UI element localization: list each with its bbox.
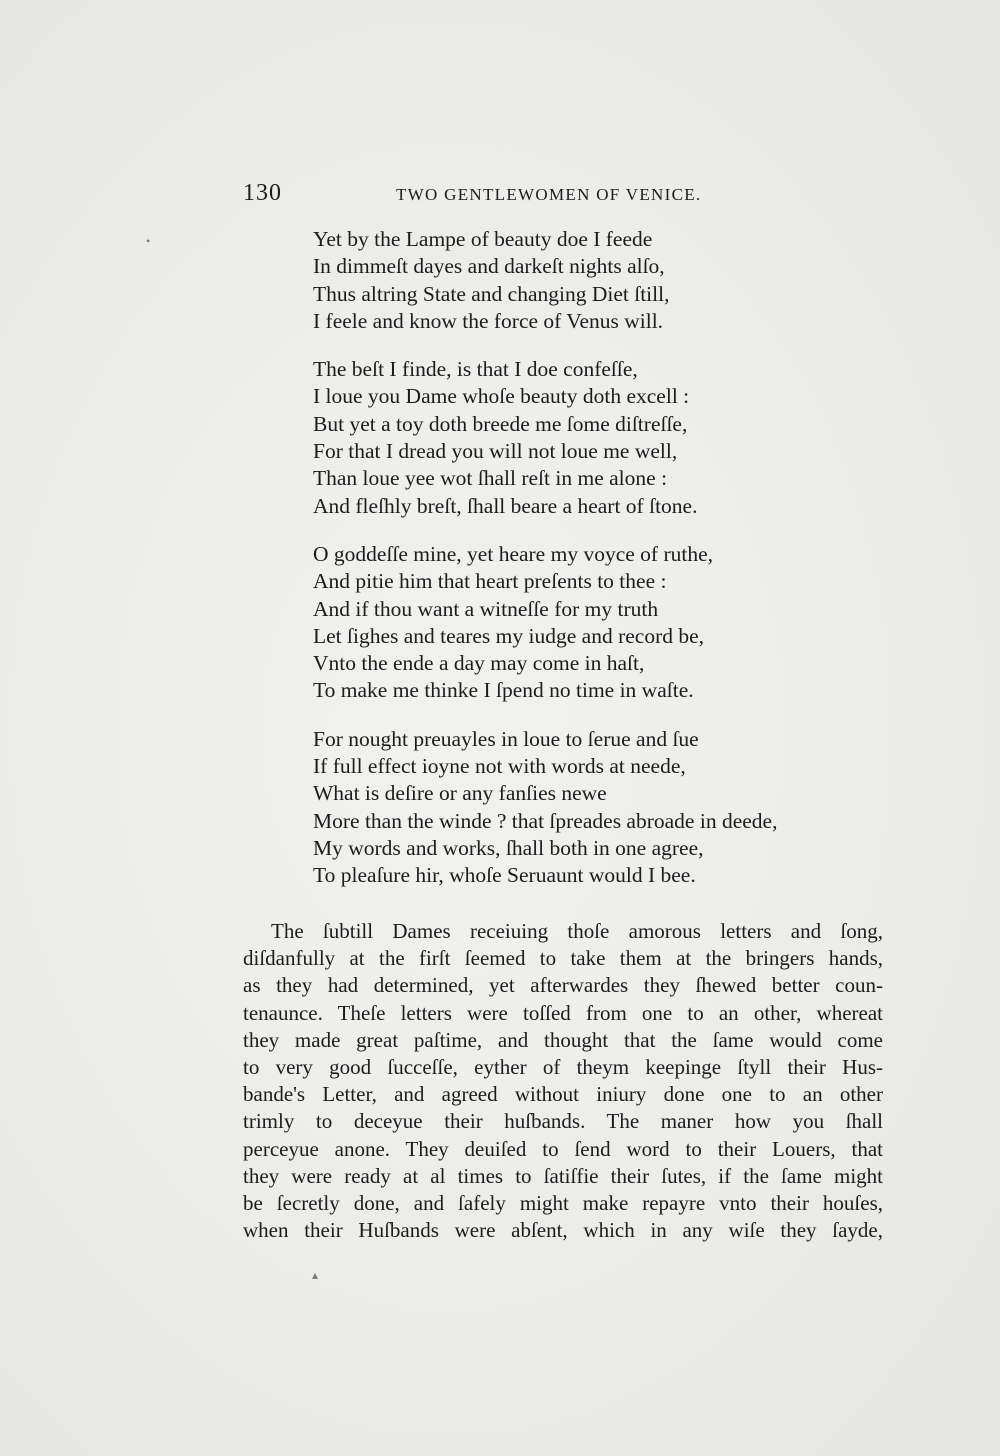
poem-line: Vnto the ende a day may come in haſt, xyxy=(313,651,645,676)
poem-line: To pleaſure hir, whoſe Seruaunt would I bee. xyxy=(313,863,696,888)
prose-line: be ſecretly done, and ſafely might make repayre vnto their houſes, xyxy=(243,1191,883,1216)
speck-mark: ▴ xyxy=(312,1268,319,1282)
poem-line: But yet a toy doth breede me ſome diſtreſſe, xyxy=(313,411,688,436)
running-title: TWO GENTLEWOMEN OF VENICE. xyxy=(396,185,702,204)
poem-line: The beſt I finde, is that I doe confeſſe, xyxy=(313,357,638,382)
poem-line: Yet by the Lampe of beauty doe I feede xyxy=(313,227,653,251)
prose-paragraph xyxy=(243,918,883,1244)
poem-line: O goddeſſe mine, yet heare my voyce of ruthe, xyxy=(313,541,713,566)
page-header xyxy=(243,180,763,210)
page-number: 130 xyxy=(243,180,282,206)
poem-line: For that I dread you will not loue me well, xyxy=(313,439,678,464)
poem-line: What is deſire or any fanſies newe xyxy=(313,781,607,806)
prose-line: The ſubtill Dames receiuing thoſe amorous letters and ſong, xyxy=(271,919,883,943)
poem-line: For nought preuayles in loue to ſerue and ſue xyxy=(313,726,699,751)
stanza xyxy=(313,356,873,520)
poem-line: And fleſhly breſt, ſhall beare a heart of ſtone. xyxy=(313,493,698,518)
poem-line: And pitie him that heart preſents to thee : xyxy=(313,569,667,594)
prose-line: as they had determined, yet afterwardes they ſhewed better coun- xyxy=(243,973,883,998)
poem-line: My words and works, ſhall both in one agree, xyxy=(313,835,704,860)
poem-line: Than loue yee wot ſhall reſt in me alone : xyxy=(313,466,668,491)
poem-line: In dimmeſt dayes and darkeſt nights alſo, xyxy=(313,254,665,279)
stanza xyxy=(313,226,873,335)
prose-line: perceyue anone. They deuiſed to ſend word to their Louers, that xyxy=(243,1136,883,1161)
poem-line: Let ſighes and teares my iudge and record be, xyxy=(313,623,705,648)
prose-line: tenaunce. Theſe letters were toſſed from one to an other, whereat xyxy=(243,1000,883,1025)
poem xyxy=(313,226,873,911)
prose-line: bande's Letter, and agreed without iniury done one to an other xyxy=(243,1082,883,1107)
prose-line: they made great paſtime, and thought that the ſame would come xyxy=(243,1027,883,1052)
prose-line: when their Huſbands were abſent, which in any wiſe they ſayde, xyxy=(243,1218,883,1243)
prose-line: they were ready at al times to ſatiſfie their ſutes, if the ſame might xyxy=(243,1163,883,1188)
poem-line: If full effect ioyne not with words at neede, xyxy=(313,754,686,779)
prose-line: diſdanfully at the firſt ſeemed to take them at the bringers hands, xyxy=(243,946,883,971)
poem-line: I loue you Dame whoſe beauty doth excell : xyxy=(313,384,690,409)
prose-line: to very good ſucceſſe, eyther of theym keepinge ſtyll their Hus- xyxy=(243,1055,883,1080)
stanza xyxy=(313,541,873,705)
prose-line: trimly to deceyue their huſbands. The maner how you ſhall xyxy=(243,1109,883,1134)
speck-mark: • xyxy=(146,234,151,248)
stanza xyxy=(313,726,873,890)
poem-line: Thus altring State and changing Diet ſtill, xyxy=(313,281,670,306)
poem-line: And if thou want a witneſſe for my truth xyxy=(313,596,659,621)
poem-line: More than the winde ? that ſpreades abroade in deede, xyxy=(313,808,778,833)
poem-line: I feele and know the force of Venus will. xyxy=(313,308,664,333)
poem-line: To make me thinke I ſpend no time in waſte. xyxy=(313,678,694,703)
